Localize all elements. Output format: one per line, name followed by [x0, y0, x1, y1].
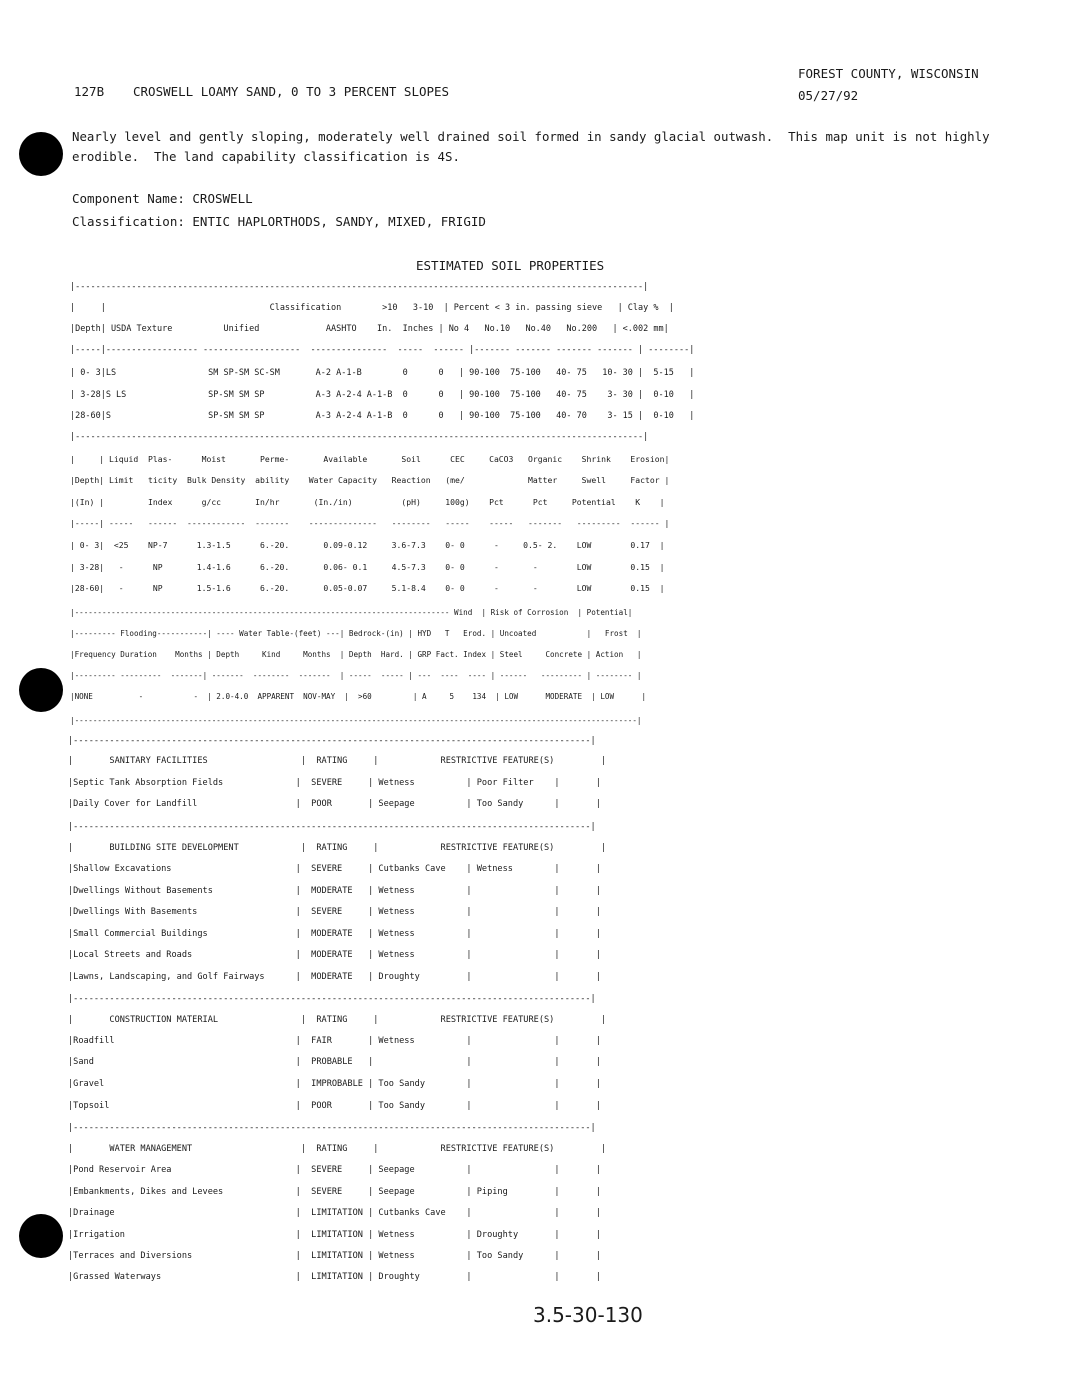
- component-name: Component Name: CROSWELL: [72, 191, 253, 206]
- component-classification: Classification: ENTIC HAPLORTHODS, SANDY, MIXED, FRIGID: [72, 214, 486, 229]
- table-line: |---------------------------------------------------------------------------------------------------------------------------|: [70, 716, 642, 725]
- table-row: |Daily Cover for Landfill | POOR | Seepage | Too Sandy | |: [68, 799, 601, 809]
- table-row: | 0- 3| <25 NP-7 1.3-1.5 6.-20. 0.09-0.12 3.6-7.3 0- 0 - 0.5- 2. LOW 0.17 |: [70, 540, 665, 550]
- table-row: |NONE - - | 2.0-4.0 APPARENT NOV-MAY | >60 | A 5 134 | LOW MODERATE | LOW |: [70, 692, 647, 701]
- table-row: |Dwellings Without Basements | MODERATE | Wetness | | |: [68, 886, 601, 896]
- table-line: | BUILDING SITE DEVELOPMENT | RATING | RESTRICTIVE FEATURE(S) |: [68, 843, 607, 853]
- table-row: |Topsoil | POOR | Too Sandy | | |: [68, 1101, 601, 1111]
- table-row: |Small Commercial Buildings | MODERATE | Wetness | | |: [68, 929, 601, 939]
- table-row: | 0- 3|LS SM SP-SM SC-SM A-2 A-1-B 0 0 | 90-100 75-100 40- 75 10- 30 | 5-15 |: [70, 368, 695, 378]
- table-row: |Local Streets and Roads | MODERATE | Wetness | | |: [68, 950, 601, 960]
- map-unit-symbol: 127B: [74, 84, 105, 99]
- page-number: 3.5-30-130: [533, 1303, 643, 1327]
- table-line: | CONSTRUCTION MATERIAL | RATING | RESTRICTIVE FEATURE(S) |: [68, 1015, 607, 1025]
- table-row: |Shallow Excavations | SEVERE | Cutbanks Cave | Wetness | |: [68, 864, 601, 874]
- table-line: | SANITARY FACILITIES | RATING | RESTRICTIVE FEATURE(S) |: [68, 756, 607, 766]
- description-line-2: erodible. The land capability classification is 4S.: [72, 149, 460, 164]
- table-line: |----------------------------------------------------------------------------------------------------|: [68, 822, 596, 832]
- table-line: |---------------------------------------------------------------------------------------------------------------|: [70, 282, 649, 292]
- table-row: | 3-28| - NP 1.4-1.6 6.-20. 0.06- 0.1 4.5-7.3 0- 0 - - LOW 0.15 |: [70, 562, 665, 572]
- table-line: |--------- --------- -------| ------- -------- ------- | ----- ----- | --- ---- ---- | ------ --------- | -------- |: [70, 671, 642, 680]
- table-row: |Dwellings With Basements | SEVERE | Wetness | | |: [68, 907, 601, 917]
- table-line: | | Liquid Plas- Moist Perme- Available Soil CEC CaCO3 Organic Shrink Erosion|: [70, 454, 670, 464]
- table-row: |Embankments, Dikes and Levees | SEVERE | Seepage | Piping | |: [68, 1187, 601, 1197]
- table-row: |28-60| - NP 1.5-1.6 6.-20. 0.05-0.07 5.1-8.4 0- 0 - - LOW 0.15 |: [70, 583, 665, 593]
- table-row: |Grassed Waterways | LIMITATION | Droughty | | |: [68, 1272, 601, 1282]
- table-line: |Depth| USDA Texture Unified AASHTO In. Inches | No 4 No.10 No.40 No.200 | <.002 mm|: [70, 324, 669, 334]
- punch-hole-top: [19, 132, 63, 176]
- report-date: 05/27/92: [798, 88, 859, 103]
- table-line: |-----| ----- ------ ------------ ------- -------------- -------- ----- ----- ------- --------- ------ |: [70, 518, 670, 528]
- table-line: | WATER MANAGEMENT | RATING | RESTRICTIVE FEATURE(S) |: [68, 1144, 607, 1154]
- table-row: |Sand | PROBABLE | | | |: [68, 1057, 601, 1067]
- punch-hole-middle: [19, 668, 63, 712]
- table-row: |Lawns, Landscaping, and Golf Fairways | MODERATE | Droughty | | |: [68, 972, 601, 982]
- table-row: |Gravel | IMPROBABLE | Too Sandy | | |: [68, 1079, 601, 1089]
- table-row: |Irrigation | LIMITATION | Wetness | Droughty | |: [68, 1230, 601, 1240]
- table-line: |-----|------------------ ------------------- --------------- ----- ------ |------- ------- ------- ------- | --------|: [70, 345, 695, 355]
- county-name: FOREST COUNTY, WISCONSIN: [798, 66, 979, 81]
- table-line: |----------------------------------------------------------------------------------------------------|: [68, 1123, 596, 1133]
- table-line: |Depth| Limit ticity Bulk Density ability Water Capacity Reaction (me/ Matter Swell Factor |: [70, 475, 670, 485]
- table-row: |28-60|S SP-SM SM SP A-3 A-2-4 A-1-B 0 0 | 90-100 75-100 40- 70 3- 15 | 0-10 |: [70, 411, 695, 421]
- map-unit-name: CROSWELL LOAMY SAND, 0 TO 3 PERCENT SLOPES: [133, 84, 450, 99]
- description-line-1: Nearly level and gently sloping, moderately well drained soil formed in sandy glacial outwash. This map unit is not highly: [72, 129, 990, 144]
- properties-title: ESTIMATED SOIL PROPERTIES: [416, 258, 605, 273]
- table-row: | 3-28|S LS SP-SM SM SP A-3 A-2-4 A-1-B 0 0 | 90-100 75-100 40- 75 3- 30 | 0-10 |: [70, 390, 695, 400]
- table-row: |Terraces and Diversions | LIMITATION | Wetness | Too Sandy | |: [68, 1251, 601, 1261]
- table-line: |---------------------------------------------------------------------------------------------------------------|: [70, 432, 649, 442]
- table-line: |---------------------------------------------------------------------------------- Wind | Risk of Corrosion | Potential|: [70, 608, 633, 617]
- table-line: |Frequency Duration Months | Depth Kind Months | Depth Hard. | GRP Fact. Index | Steel Concrete | Action |: [70, 650, 642, 659]
- table-line: |----------------------------------------------------------------------------------------------------|: [68, 994, 596, 1004]
- table-row: |Roadfill | FAIR | Wetness | | |: [68, 1036, 601, 1046]
- table-line: |(In) | Index g/cc In/hr (In./in) (pH) 100g) Pct Pct Potential K |: [70, 497, 665, 507]
- table-line: |----------------------------------------------------------------------------------------------------|: [68, 736, 596, 746]
- punch-hole-bottom: [19, 1214, 63, 1258]
- table-line: |--------- Flooding-----------| ---- Water Table-(feet) ---| Bedrock-(in) | HYD T Erod. | Uncoated | Frost |: [70, 629, 642, 638]
- table-row: |Drainage | LIMITATION | Cutbanks Cave | | |: [68, 1208, 601, 1218]
- table-line: | | Classification >10 3-10 | Percent < 3 in. passing sieve | Clay % |: [70, 303, 674, 313]
- table-row: |Pond Reservoir Area | SEVERE | Seepage | | |: [68, 1165, 601, 1175]
- table-row: |Septic Tank Absorption Fields | SEVERE | Wetness | Poor Filter | |: [68, 778, 601, 788]
